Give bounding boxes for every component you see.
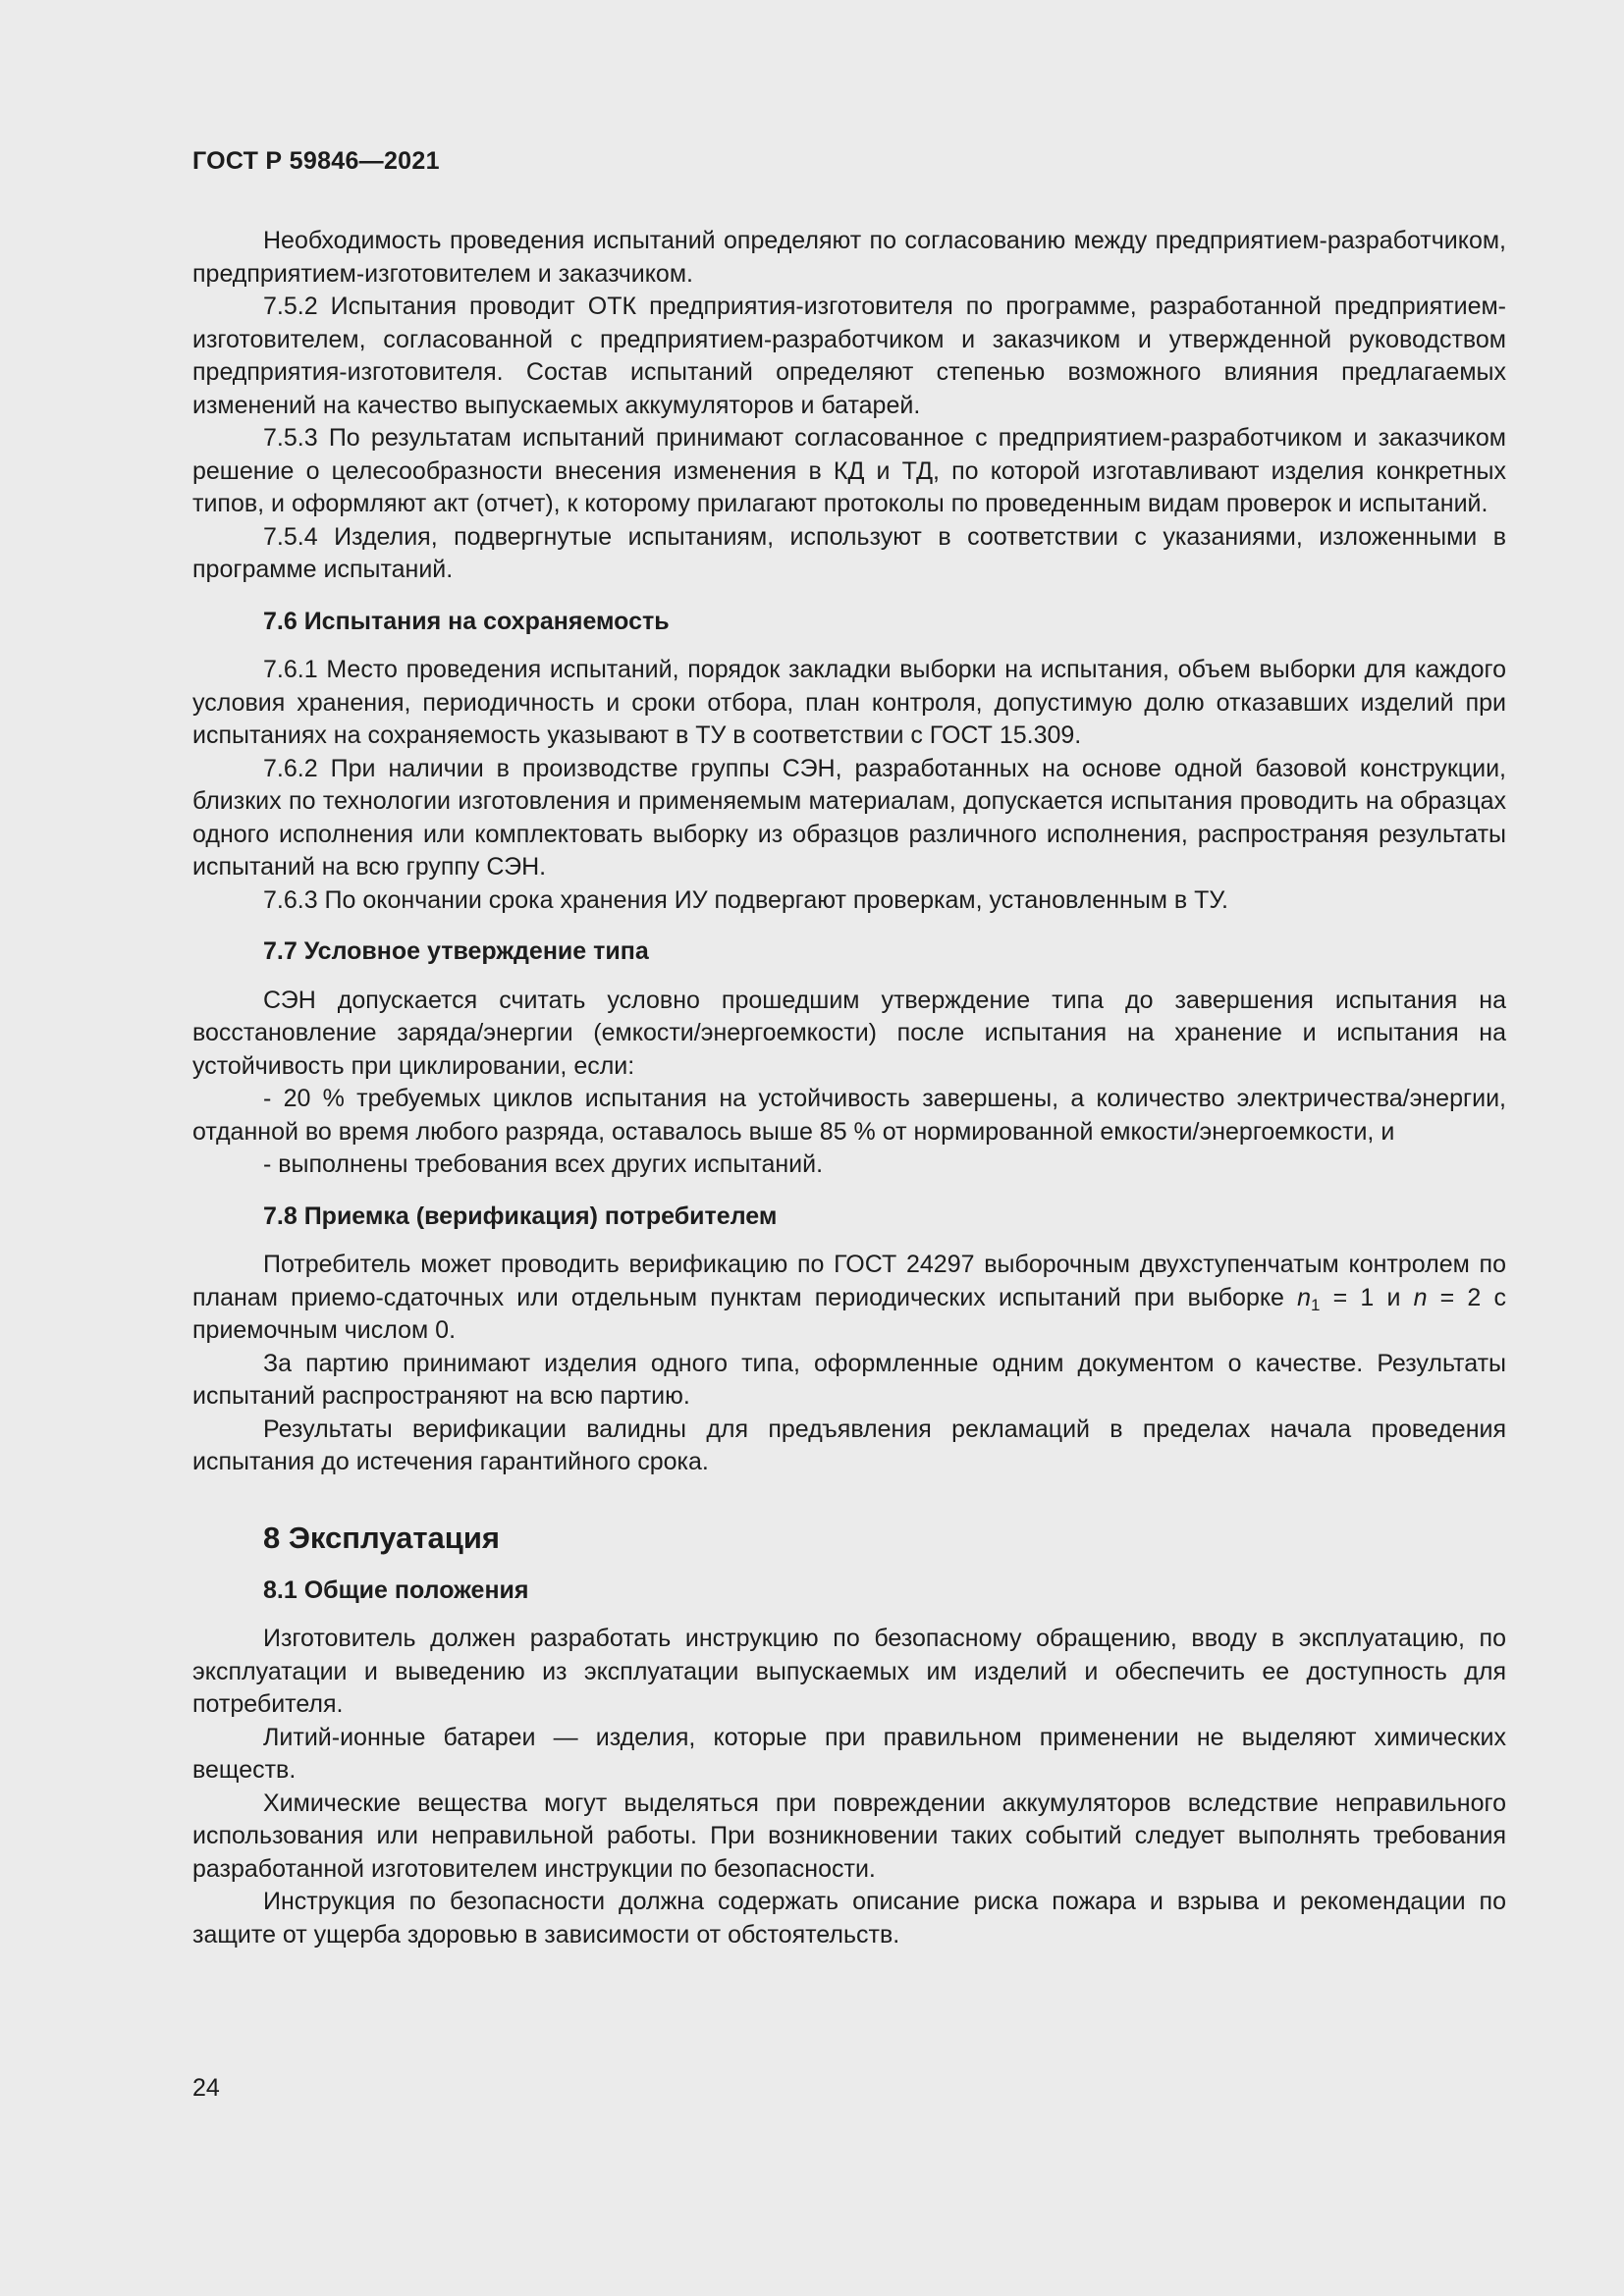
paragraph-7-5-3: 7.5.3 По результатам испытаний принимают согласованное с предприятием-разработчиком и заказчиком решение о целесообразности внесения изменения в КД и ТД, по которой изготавливают изделия конкретных типов, и оформляют акт (отчет), к которому прилагают протоколы по проведенным видам проверок и испытаний. (192, 424, 1506, 517)
paragraph: Литий-ионные батареи — изделия, которые при правильном применении не выделяют химических веществ. (192, 1723, 1506, 1784)
paragraph: Необходимость проведения испытаний определяют по согласованию между предприятием-разработчиком, предприятием-изготовителем и заказчиком. (192, 227, 1506, 288)
page-number: 24 (192, 2074, 220, 2102)
section-heading-8-1: 8.1 Общие положения (263, 1575, 529, 1604)
section-heading-7-6: 7.6 Испытания на сохраняемость (263, 607, 670, 635)
text-run: Потребитель может проводить верификацию по ГОСТ 24297 выборочным двухступенчатым контролем по планам приемо-сдаточных или отдельным пунктам периодических испытаний при выборке (192, 1251, 1506, 1311)
list-item: - 20 % требуемых циклов испытания на устойчивость завершены, а количество электричества/энергии, отданной во время любого разряда, оставалось выше 85 % от нормированной емкости/энергоемкости, и (192, 1085, 1506, 1146)
chapter-heading-8: 8 Эксплуатация (263, 1520, 500, 1555)
section-heading-7-7: 7.7 Условное утверждение типа (263, 937, 649, 965)
paragraph: Инструкция по безопасности должна содержать описание риска пожара и взрыва и рекомендации по защите от ущерба здоровью в зависимости от обстоятельств. (192, 1888, 1506, 1949)
paragraph-7-5-4: 7.5.4 Изделия, подвергнутые испытаниям, используют в соответствии с указаниями, изложенными в программе испытаний. (192, 522, 1506, 583)
subscript: 1 (1311, 1295, 1321, 1314)
paragraph-7-6-3: 7.6.3 По окончании срока хранения ИУ подвергают проверкам, установленным в ТУ. (263, 885, 1228, 914)
paragraph: Результаты верификации валидны для предъявления рекламаций в пределах начала проведения испытания до истечения гарантийного срока. (192, 1415, 1506, 1475)
text-run: = 2 с приемочным числом 0. (192, 1283, 1506, 1344)
math-variable: n (1297, 1283, 1312, 1311)
paragraph: Изготовитель должен разработать инструкцию по безопасному обращению, вводу в эксплуатацию, по эксплуатации и выведению из эксплуатации выпускаемых им изделий и обеспечить ее доступность для потребителя. (192, 1625, 1506, 1718)
paragraph: СЭН допускается считать условно прошедшим утверждение типа до завершения испытания на восстановление заряда/энергии (емкости/энергоемкости) после испытания на хранение и испытания на устойчивость при циклировании, если: (192, 986, 1506, 1080)
paragraph: Химические вещества могут выделяться при повреждении аккумуляторов вследствие неправильного использования или неправильной работы. При возникновении таких событий следует выполнять требования разработанной изготовителем инструкции по безопасности. (192, 1789, 1506, 1883)
paragraph-7-6-1: 7.6.1 Место проведения испытаний, порядок закладки выборки на испытания, объем выборки для каждого условия хранения, периодичность и сроки отбора, план контроля, допустимую долю отказавших изделий при испытаниях на сохраняемость указывают в ТУ в соответствии с ГОСТ 15.309. (192, 656, 1506, 749)
page-content (192, 225, 1506, 1951)
chapter-heading-wrap (192, 1519, 1506, 1558)
list-item: - выполнены требования всех других испытаний. (263, 1150, 824, 1178)
document-code-header: ГОСТ Р 59846—2021 (192, 147, 440, 175)
math-variable: n (1413, 1283, 1428, 1311)
section-heading-7-8: 7.8 Приемка (верификация) потребителем (263, 1201, 778, 1230)
paragraph (192, 1249, 1506, 1348)
text-run: = 1 и (1320, 1283, 1414, 1311)
paragraph-7-5-2: 7.5.2 Испытания проводит ОТК предприятия-изготовителя по программе, разработанной предприятием-изготовителем, согласованной с предприятием-разработчиком и заказчиком и утвержденной руководством предприятия-изготовителя. Состав испытаний определяют степенью возможного влияния предлагаемых изменений на качество выпускаемых аккумуляторов и батарей. (192, 293, 1506, 419)
paragraph-7-6-2: 7.6.2 При наличии в производстве группы СЭН, разработанных на основе одной базовой конструкции, близких по технологии изготовления и применяемым материалам, допускается испытания проводить на образцах одного исполнения или комплектовать выборку из образцов различного исполнения, распространяя результаты испытаний на всю группу СЭН. (192, 754, 1506, 881)
paragraph: За партию принимают изделия одного типа, оформленные одним документом о качестве. Результаты испытаний распространяют на всю партию. (192, 1349, 1506, 1410)
